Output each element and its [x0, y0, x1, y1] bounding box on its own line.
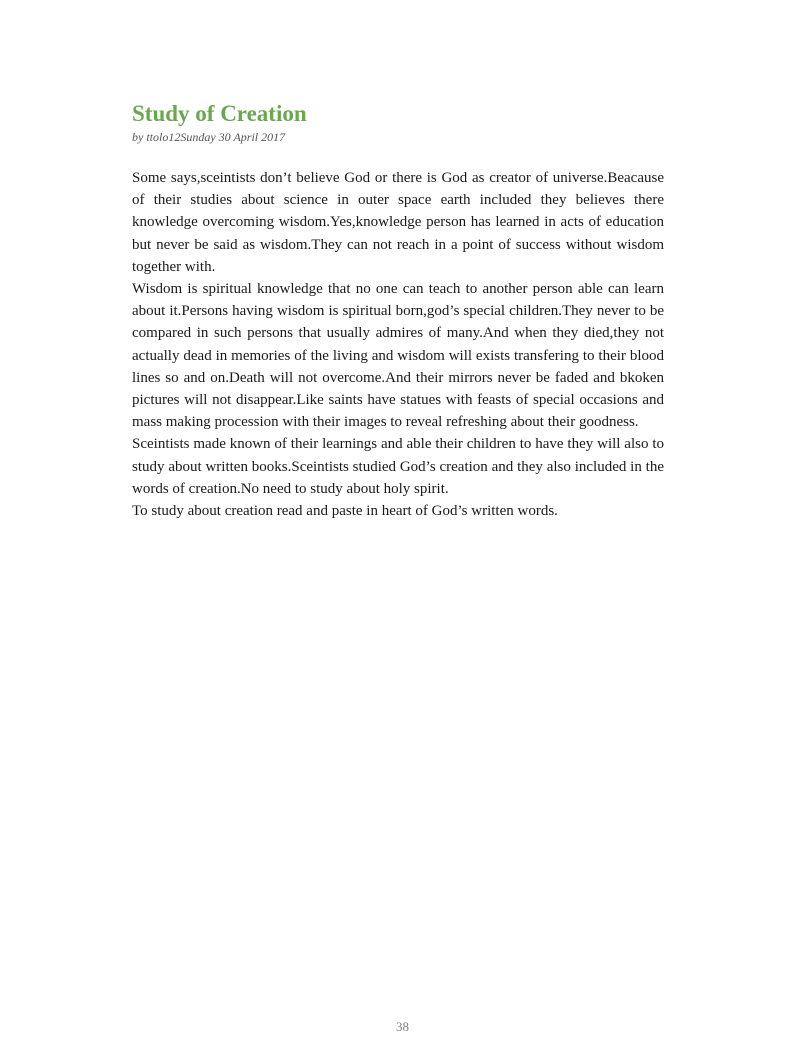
article-byline: by ttolo12Sunday 30 April 2017	[132, 130, 286, 144]
article-title: Study of Creation	[132, 101, 307, 126]
body-paragraph: Some says,sceintists don’t believe God or there is God as creator of universe.Beacause of their studies about science in outer space earth included they believes there knowledge overcoming wisdom.Yes,knowledge person has learned in acts of education but never be said as wisdom.They can not reach in a point of success without wisdom together with.	[132, 170, 664, 275]
article-body	[132, 167, 664, 522]
body-paragraph: Sceintists made known of their learnings and able their children to have they will also to study about written books.Sceintists studied God’s creation and they also included in the words of creation.No need to study about holy spirit.	[132, 436, 664, 497]
body-paragraph: Wisdom is spiritual knowledge that no one can teach to another person able can learn about it.Persons having wisdom is spiritual born,god’s special children.They never to be compared in such persons that usually admires of many.And when they died,they not actually dead in memories of the living and wisdom will exists transfering to their blood lines so and on.Death will not overcome.And their mirrors never be faded and bkoken pictures will not disappear.Like saints have statues with feasts of special occasions and mass making procession with their images to reveal refreshing about their goodness.	[132, 281, 664, 431]
page-number: 38	[396, 1019, 409, 1034]
body-paragraph: To study about creation read and paste in heart of God’s written words.	[132, 503, 558, 520]
